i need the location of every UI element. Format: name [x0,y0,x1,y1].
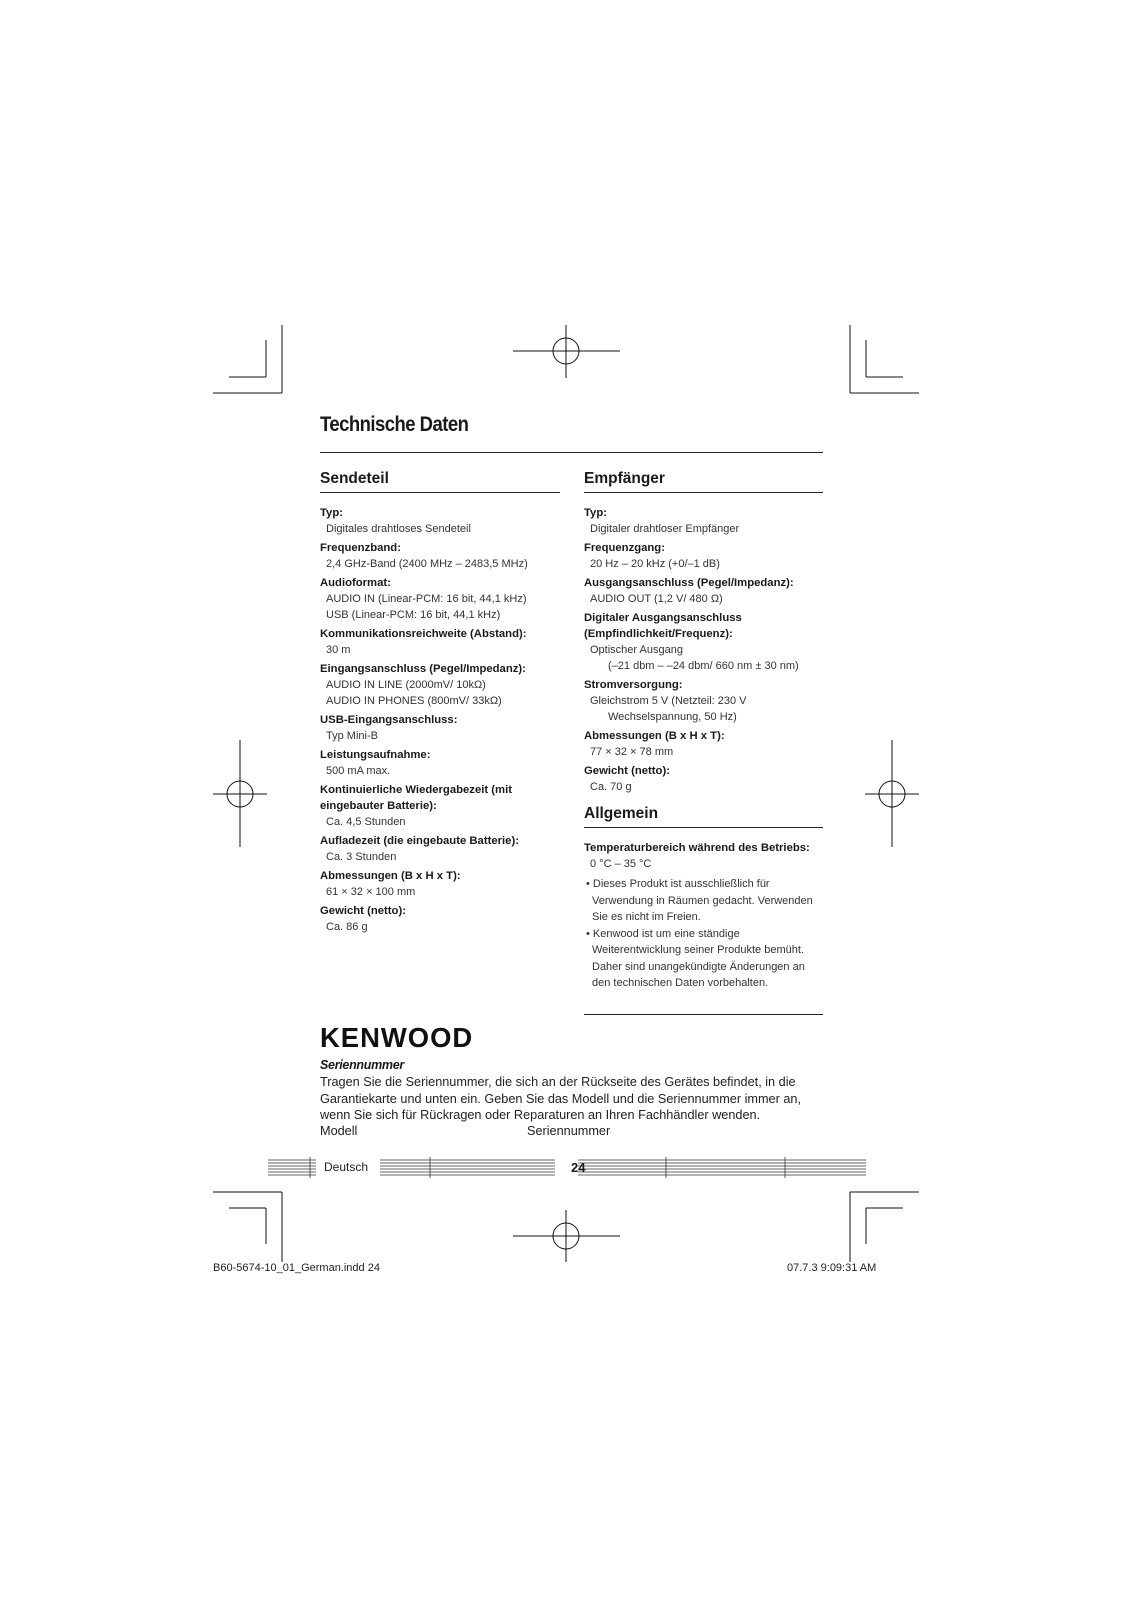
print-date: 07.7.3 9:09:31 AM [787,1262,877,1274]
spec-value-line: Digitaler drahtloser Empfänger [590,523,740,535]
serial-number-label: Seriennummer [527,1124,611,1138]
spec-value-line: Ca. 3 Stunden [326,851,397,863]
spec-value-line: 61 × 32 × 100 mm [326,886,416,898]
spec-label: Ausgangsanschluss (Pegel/Impedanz): [584,577,794,589]
spec-value-line: AUDIO IN (Linear-PCM: 16 bit, 44,1 kHz) [326,593,527,605]
spec-value-line: Wechselspannung, 50 Hz) [608,711,737,723]
spec-value: 0 °C – 35 °C [590,858,652,870]
spec-label: Eingangsanschluss (Pegel/Impedanz): [320,663,526,675]
spec-value-line: 20 Hz – 20 kHz (+0/–1 dB) [590,558,720,570]
spec-value-line: AUDIO OUT (1,2 V/ 480 Ω) [590,593,723,605]
spec-value [320,884,560,900]
registration-target-bottom [513,1210,620,1262]
spec-label: Frequenzband: [320,542,401,554]
spec-value-line: USB (Linear-PCM: 16 bit, 44,1 kHz) [326,609,501,621]
spec-label: Typ: [584,507,608,519]
page-title: Technische Daten [320,413,469,436]
spec-value-line: Digitales drahtloses Sendeteil [326,523,471,535]
note-text: Dieses Produkt ist ausschließlich für Verwendung in Räumen gedacht. Verwenden Sie es nicht im Freien. [592,878,813,923]
spec-value [320,814,560,830]
spec-value-line: Ca. 4,5 Stunden [326,816,406,828]
spec-value [320,642,560,658]
spec-value-line: 77 × 32 × 78 mm [590,746,674,758]
spec-value-line: 30 m [326,644,351,656]
kenwood-logo: KENWOOD [320,1022,474,1053]
spec-value [584,521,823,537]
empfaenger-spec-list [584,505,823,795]
allgemein-section [584,805,823,992]
spec-value [584,642,823,674]
sendeteil-heading: Sendeteil [320,470,389,487]
spec-value [320,521,560,537]
spec-label: Kommunikationsreichweite (Abstand): [320,628,527,640]
spec-label: Gewicht (netto): [584,765,670,777]
note-text: Kenwood ist um eine ständige Weiterentwicklung seiner Produkte bemüht. Daher sind unangekündigte Änderungen an den technischen Daten vorbehalten. [592,927,805,989]
allgemein-heading: Allgemein [584,805,659,822]
section-divider [584,827,823,828]
spec-value [584,693,823,725]
sendeteil-spec-list [320,505,560,935]
notes-list [584,876,823,992]
registration-target-top [513,325,620,378]
section-divider [584,492,823,493]
note-item: • Dieses Produkt ist ausschließlich für Verwendung in Räumen gedacht. Verwenden Sie es nicht im Freien. [586,878,813,923]
model-label: Modell [320,1124,358,1138]
spec-value [584,591,823,607]
registration-target-right [865,740,919,847]
spec-value [584,556,823,572]
spec-value [320,849,560,865]
spec-label: Abmessungen (B x H x T): [320,870,461,882]
spec-value [320,763,560,779]
spec-value-line: (–21 dbm – –24 dbm/ 660 nm ± 30 nm) [608,660,799,672]
spec-label: Kontinuierliche Wiedergabezeit (mit eingebauter Batterie): [320,784,512,812]
spec-value [320,728,560,744]
spec-value-line: 500 mA max. [326,765,391,777]
spec-label: Abmessungen (B x H x T): [584,730,725,742]
section-bottom-divider [584,1014,823,1015]
file-slug: B60-5674-10_01_German.indd 24 [213,1262,380,1274]
spec-value-line: AUDIO IN LINE (2000mV/ 10kΩ) [326,679,486,691]
spec-value [320,677,560,709]
spec-value-line: Gleichstrom 5 V (Netzteil: 230 V [590,695,747,707]
sendeteil-section [320,470,560,938]
spec-value [320,556,560,572]
section-divider [320,492,560,493]
page-number: 24 [571,1160,586,1175]
spec-label: Stromversorgung: [584,679,683,691]
language-label: Deutsch [324,1160,369,1174]
empfaenger-heading: Empfänger [584,470,665,487]
spec-value [320,919,560,935]
spec-label: Audioformat: [320,577,391,589]
spec-value [320,591,560,623]
empfaenger-section [584,470,823,992]
spec-label: Temperaturbereich während des Betriebs: [584,842,810,854]
spec-label: USB-Eingangsanschluss: [320,714,458,726]
spec-value-line: Ca. 86 g [326,921,368,933]
spec-value-line: Ca. 70 g [590,781,632,793]
serial-heading: Seriennummer [320,1058,404,1072]
spec-label: Leistungsaufnahme: [320,749,431,761]
spec-value [584,779,823,795]
title-divider [320,452,823,453]
spec-label: Digitaler Ausgangsanschluss (Empfindlichkeit/Frequenz): [584,612,742,640]
note-item: • Kenwood ist um eine ständige Weiterentwicklung seiner Produkte bemüht. Daher sind unangekündigte Änderungen an den technischen Daten vorbehalten. [586,927,805,989]
spec-value-line: AUDIO IN PHONES (800mV/ 33kΩ) [326,695,502,707]
spec-label: Gewicht (netto): [320,905,406,917]
spec-value-line: Typ Mini-B [326,730,378,742]
registration-target-left [213,740,267,847]
serial-text: Tragen Sie die Seriennummer, die sich an der Rückseite des Gerätes befindet, in die Garantiekarte und unten ein. Geben Sie das Modell und die Seriennummer immer an, wenn Sie sich für Rückragen oder Reparaturen an Ihren Fachhändler wenden. [320,1075,801,1122]
spec-value-line: Optischer Ausgang [590,644,683,656]
spec-value-line: 2,4 GHz-Band (2400 MHz – 2483,5 MHz) [326,558,528,570]
spec-label: Frequenzgang: [584,542,665,554]
spec-label: Typ: [320,507,344,519]
spec-label: Aufladezeit (die eingebaute Batterie): [320,835,519,847]
spec-value [584,744,823,760]
